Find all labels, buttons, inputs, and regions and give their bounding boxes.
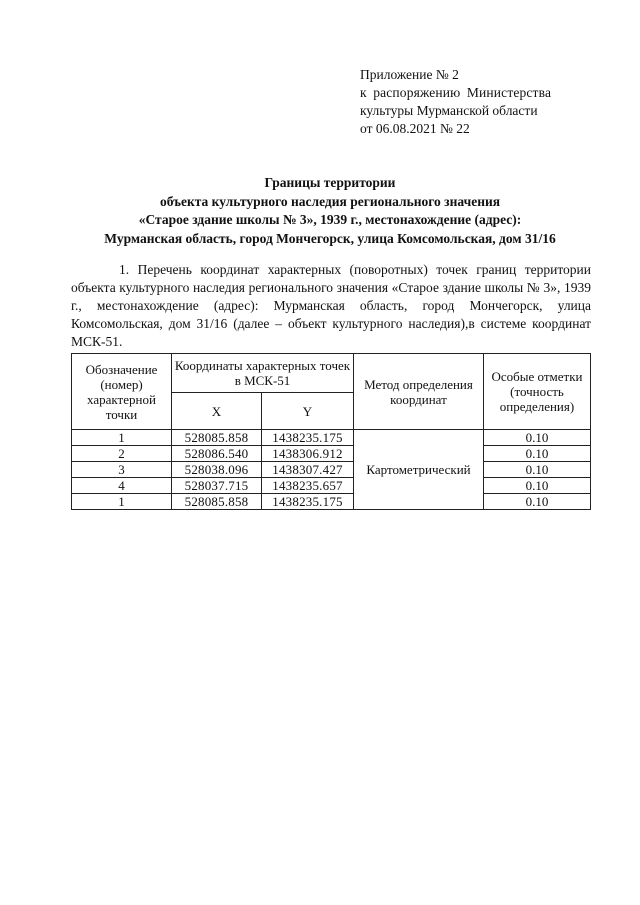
appendix-line-4: от 06.08.2021 № 22 [360,121,470,136]
document-title [40,174,620,248]
title-line-3: «Старое здание школы № 3», 1939 г., местонахождение (адрес): [138,212,522,227]
cell-point: 2 [72,446,172,462]
coordinates-paragraph: 1. Перечень координат характерных (поворотных) точек границ территории объекта культурного наследия регионального значения «Старое здание школы № 3», 1939 г., местонахождение (адрес): Мурманская область, город Мончегорск, улица Комсомольская, дом 31/16 (далее – объект культурного наследия),в системе координат МСК-51. [71,262,591,349]
appendix-line-2: к распоряжению Министерства [360,85,552,100]
cell-y: 1438307.427 [262,462,354,478]
cell-accuracy: 0.10 [484,494,591,510]
cell-point: 3 [72,462,172,478]
table-row [72,462,591,478]
cell-x: 528038.096 [172,462,262,478]
table-row [72,478,591,494]
title-line-4: Мурманская область, город Мончегорск, улица Комсомольская, дом 31/16 [104,230,556,246]
cell-method: Картометрический [354,430,484,510]
cell-point: 1 [72,494,172,510]
cell-x: 528037.715 [172,478,262,494]
table-row [72,430,591,446]
title-line-2: объекта культурного наследия регионального значения [159,193,501,209]
cell-accuracy: 0.10 [484,462,591,478]
appendix-line-1: Приложение № 2 [360,67,459,82]
coordinates-table [71,353,591,510]
cell-x: 528086.540 [172,446,262,462]
cell-y: 1438235.657 [262,478,354,494]
cell-accuracy: 0.10 [484,446,591,462]
appendix-line-3: культуры Мурманской области [360,103,538,118]
cell-y: 1438306.912 [262,446,354,462]
header-x: X [172,393,262,430]
cell-x: 528085.858 [172,494,262,510]
header-notes: Особые отметки (точность определения) [484,354,591,430]
cell-point: 1 [72,430,172,446]
table-row [72,446,591,462]
table-row [72,494,591,510]
cell-y: 1438235.175 [262,494,354,510]
header-method: Метод определения координат [354,354,484,430]
cell-x: 528085.858 [172,430,262,446]
header-coordinates: Координаты характерных точек в МСК-51 [172,354,354,393]
cell-accuracy: 0.10 [484,478,591,494]
appendix-header [360,66,600,138]
title-line-1: Границы территории [264,175,396,190]
header-y: Y [262,393,354,430]
cell-y: 1438235.175 [262,430,354,446]
header-point: Обозначение (номер) характерной точки [72,354,172,430]
cell-point: 4 [72,478,172,494]
cell-accuracy: 0.10 [484,430,591,446]
